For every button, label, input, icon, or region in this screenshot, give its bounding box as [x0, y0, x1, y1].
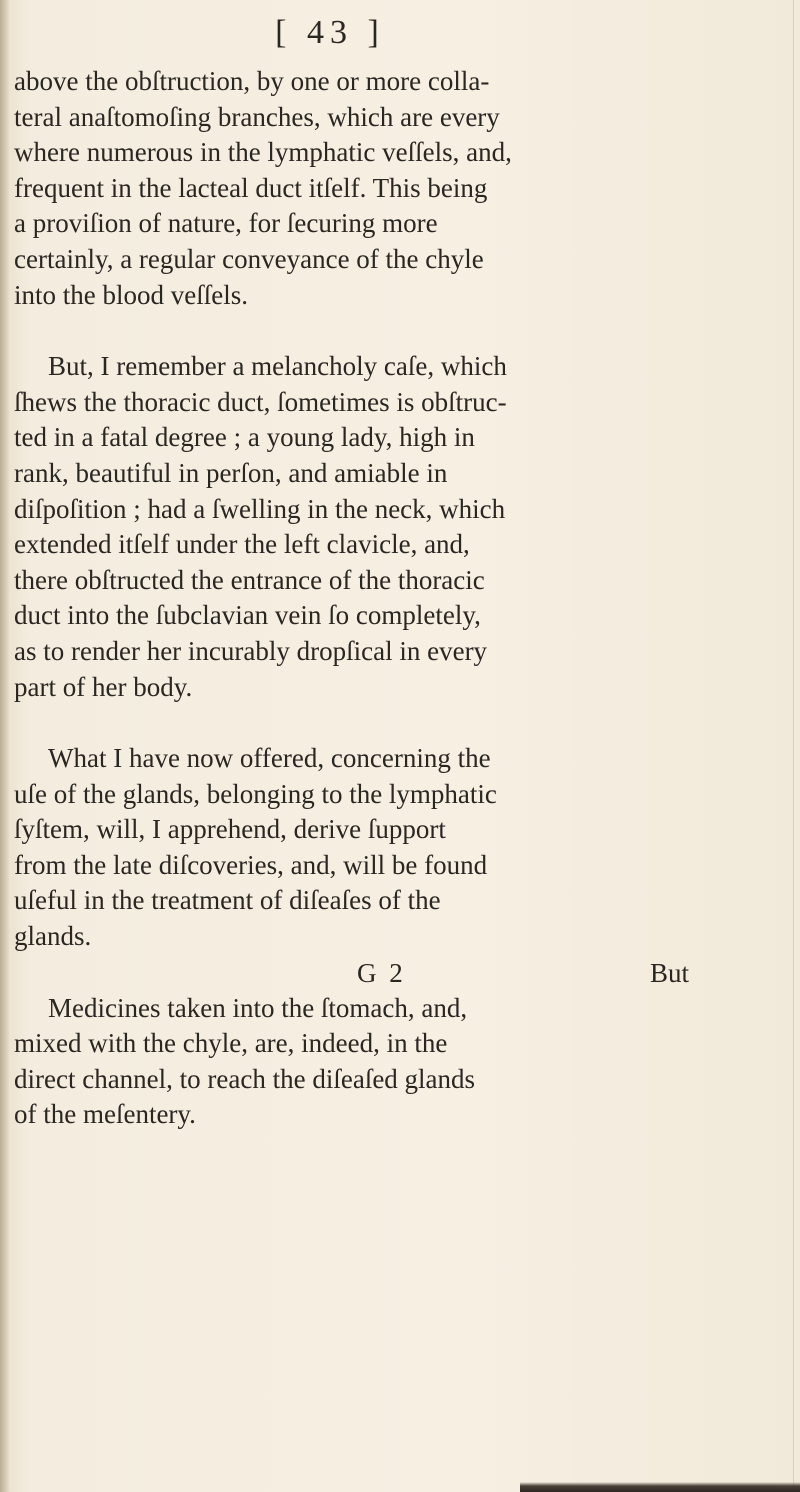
- text-line: of the meſentery.: [14, 1099, 196, 1130]
- page-footer: [0, 958, 800, 998]
- text-line: glands.: [14, 921, 92, 952]
- text-line: there obſtructed the entrance of the thoracic: [14, 564, 485, 595]
- text-line: ſyſtem, will, I apprehend, derive ſupport: [14, 814, 446, 845]
- page-number-header: [ 43 ]: [275, 14, 385, 51]
- text-line: uſe of the glands, belonging to the lymphatic: [14, 778, 497, 809]
- text-line: as to render her incurably dropſical in every: [14, 635, 488, 666]
- paragraph: [14, 349, 754, 705]
- paragraph: [14, 64, 754, 313]
- catchword: But: [650, 958, 690, 988]
- text-line: where numerous in the lymphatic veſſels, and,: [14, 137, 512, 168]
- paragraph: [14, 741, 754, 955]
- text-line: rank, beautiful in perſon, and amiable in: [14, 457, 448, 488]
- text-line: What I have now offered, concerning the: [48, 743, 491, 774]
- text-line: Medicines taken into the ſtomach, and,: [48, 992, 468, 1023]
- text-line: certainly, a regular conveyance of the chyle: [14, 243, 484, 274]
- gutter-shadow: [0, 0, 10, 1492]
- text-line: uſeful in the treatment of diſeaſes of the: [14, 885, 441, 916]
- page-edge: [793, 0, 794, 1492]
- text-line: into the blood veſſels.: [14, 279, 248, 310]
- scan-edge-shadow: [520, 1482, 800, 1492]
- text-line: from the late diſcoveries, and, will be found: [14, 849, 488, 880]
- text-line: mixed with the chyle, are, indeed, in the: [14, 1028, 448, 1059]
- text-line: ſhews the thoracic duct, ſometimes is obſtruc-: [14, 386, 507, 417]
- text-line: ted in a fatal degree ; a young lady, high in: [14, 422, 475, 453]
- signature-mark: G 2: [357, 958, 406, 988]
- text-line: extended itſelf under the left clavicle, and,: [14, 529, 470, 560]
- text-line: duct into the ſubclavian vein ſo completely,: [14, 600, 481, 631]
- text-line: frequent in the lacteal duct itſelf. This being: [14, 172, 488, 203]
- text-line: above the obſtruction, by one or more colla-: [14, 66, 490, 96]
- paragraph: [14, 991, 754, 1133]
- text-line: direct channel, to reach the diſeaſed glands: [14, 1063, 476, 1094]
- text-line: part of her body.: [14, 671, 193, 702]
- text-line: a proviſion of nature, for ſecuring more: [14, 208, 438, 239]
- text-line: diſpoſition ; had a ſwelling in the neck, which: [14, 493, 506, 524]
- text-line: But, I remember a melancholy caſe, which: [48, 351, 507, 382]
- text-line: teral anaſtomoſing branches, which are every: [14, 101, 500, 132]
